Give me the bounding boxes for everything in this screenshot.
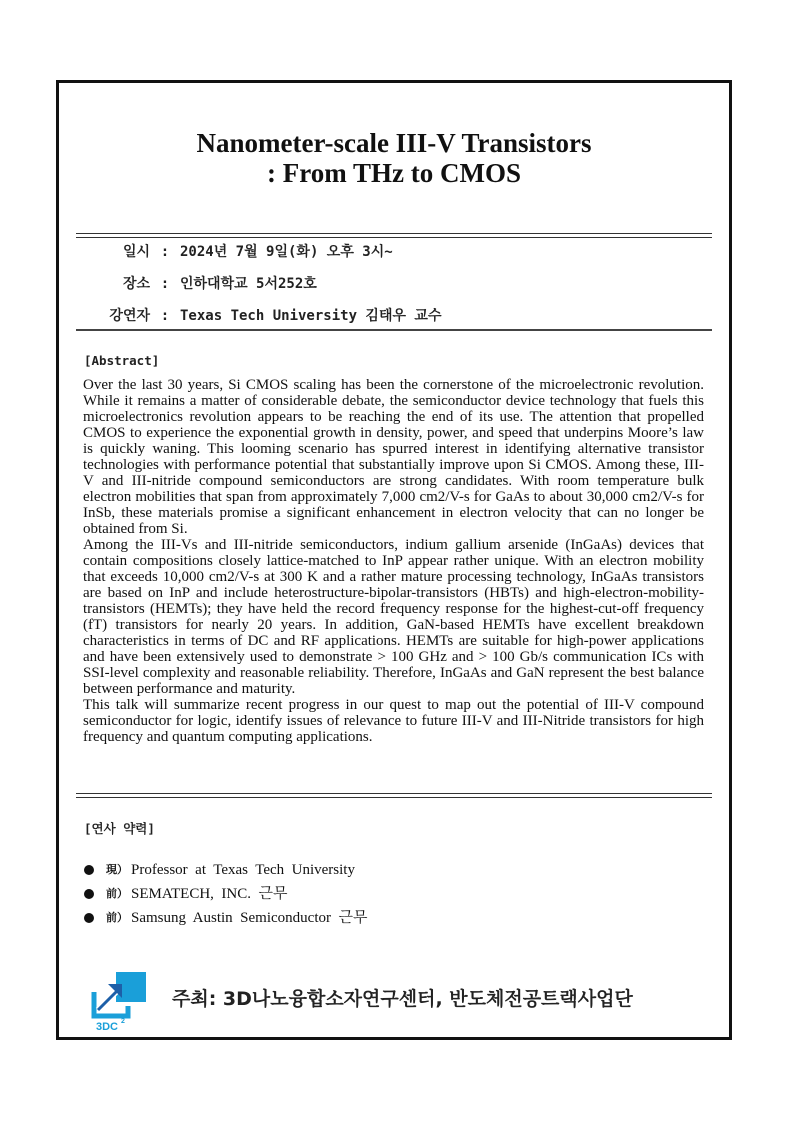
bio-prefix: 前） xyxy=(106,887,128,900)
bio-prefix: 前） xyxy=(106,911,128,924)
title-line-2: : From THz to CMOS xyxy=(267,158,521,188)
speaker-value: Texas Tech University 김태우 교수 xyxy=(180,308,442,324)
bio-list xyxy=(84,858,704,930)
list-item xyxy=(84,858,704,882)
info-bottom-rule xyxy=(76,329,712,331)
place-label: 장소 xyxy=(122,276,150,292)
place-row xyxy=(76,270,712,302)
page-title xyxy=(56,128,732,188)
bullet-icon xyxy=(84,889,94,899)
list-item xyxy=(84,882,704,906)
abstract-paragraph: This talk will summarize recent progress in our quest to map out the potential of III-V compound semiconductor for logic, identify issues of relevance to future III-V and III-Nitride transistors for high frequency and quantum computing applications. xyxy=(83,697,704,745)
bio-text: Samsung Austin Semiconductor 근무 xyxy=(131,910,368,926)
logo-superscript: 2 xyxy=(121,1018,125,1025)
list-item xyxy=(84,906,704,930)
bio-text: SEMATECH, INC. 근무 xyxy=(131,886,288,902)
speaker-label: 강연자 xyxy=(109,308,150,324)
date-colon: : xyxy=(160,244,170,260)
date-label: 일시 xyxy=(122,244,150,260)
abstract-paragraph: Among the III-Vs and III-nitride semiconductors, indium gallium arsenide (InGaAs) devices that contain compositions closely lattice-matched to InP appear rather unique. With an electron mobility that exceeds 10,000 cm2/V-s at 300 K and a rather mature processing technology, InGaAs transistors are based on InP and include heterostructure-bipolar-transistors (HBTs) and high-electron-mobility-transistors (HEMTs); they have held the record frequency response for the highest-cut-off frequency (fT) transistors for nearly 20 years. In addition, GaN-based HEMTs have excellent breakdown characteristics in terms of DC and RF applications. HEMTs are suitable for high-power applications and have been extensively used to demonstrate > 100 GHz and > 100 Gb/s communication ICs with SSI-level complexity and reasonable reliability. Therefore, InGaAs and GaN represent the best balance between performance and maturity. xyxy=(83,537,704,697)
title-line-1: Nanometer-scale III-V Transistors xyxy=(196,128,592,158)
date-row xyxy=(76,238,712,270)
place-colon: : xyxy=(160,276,170,292)
host-organizers: 주최: 3D나노융합소자연구센터, 반도체전공트랙사업단 xyxy=(172,988,633,1010)
place-value: 인하대학교 5서252호 xyxy=(180,276,317,292)
bullet-icon xyxy=(84,865,94,875)
bio-prefix: 現） xyxy=(106,863,128,876)
date-value: 2024년 7월 9일(화) 오후 3시~ xyxy=(180,244,393,260)
logo-text: 3DC xyxy=(96,1021,119,1032)
bullet-icon xyxy=(84,913,94,923)
abstract-paragraph: Over the last 30 years, Si CMOS scaling has been the cornerstone of the microelectronic revolution. While it remains a matter of considerable debate, the semiconductor device technology that fuels this microelectronics revolution appears to be reaching the end of its use. The attention that propelled CMOS to experience the exponential growth in density, power, and speed that underpins Moore’s law is quickly waning. This looming scenario has spurred interest in identifying alternative transistor technologies with performance potential that substantially improve upon Si CMOS. Among these, III-V and III-nitride compound semiconductors are strong candidates. With room temperature bulk electron mobilities that span from approximately 7,000 cm2/V-s for GaAs to about 30,000 cm2/V-s for InSb, these materials promise a significant enhancement in electron velocity that can no longer be obtained from Si. xyxy=(83,377,704,537)
bio-heading: [연사 약력] xyxy=(84,821,155,836)
3dc2-logo xyxy=(86,970,152,1032)
bio-text: Professor at Texas Tech University xyxy=(131,862,355,878)
event-info xyxy=(76,238,712,334)
speaker-colon: : xyxy=(160,308,170,324)
abstract-heading: [Abstract] xyxy=(84,353,160,368)
abstract-body xyxy=(83,377,704,745)
abstract-bottom-rule xyxy=(76,793,712,798)
